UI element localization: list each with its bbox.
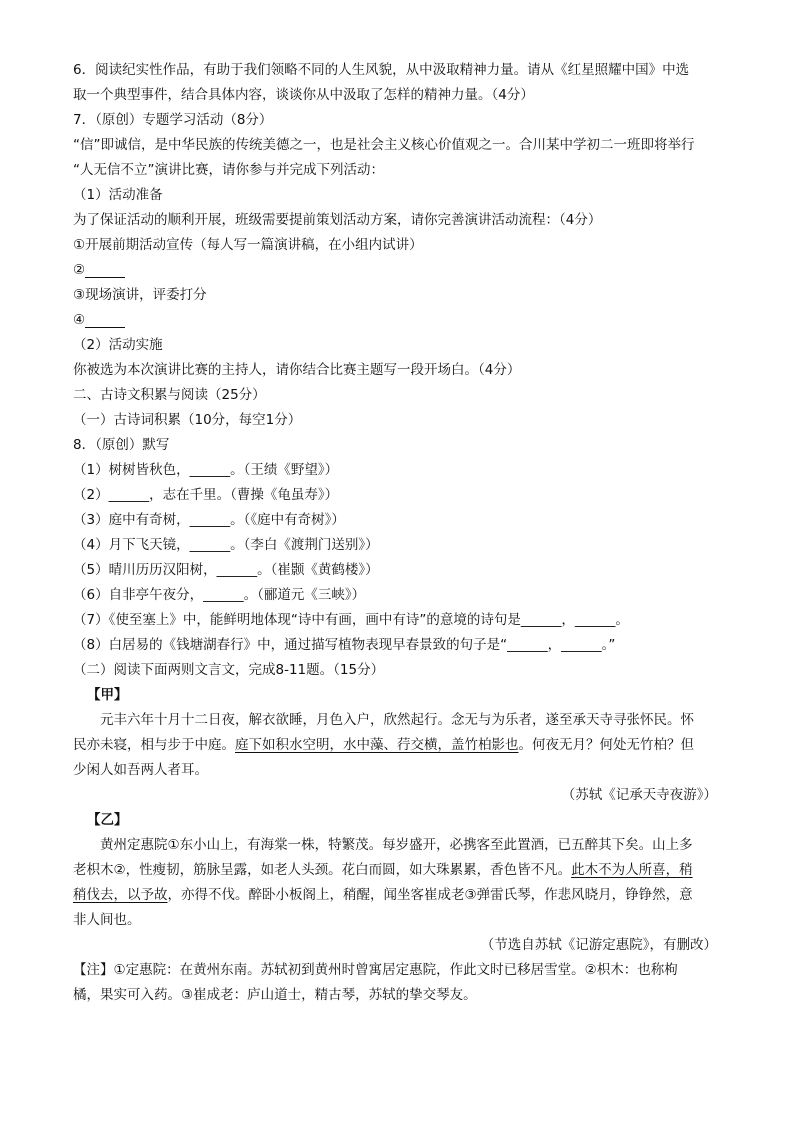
q7-sub1-desc: 为了保证活动的顺利开展，班级需要提前策划活动方案，请你完善演讲活动流程：（4分）	[73, 212, 602, 228]
text-yi-source: （节选自苏轼《记游定惠院》，有删改）	[480, 937, 717, 953]
q8-item-6: （6）自非亭午夜分，______。（郦道元《三峡》）	[73, 587, 366, 603]
q7-step4	[73, 308, 723, 333]
text-jia-line3: 少闲人如吾两人者耳。	[73, 762, 208, 778]
text-yi-underlined-1: 此木不为人所喜，稍	[571, 862, 693, 878]
text-yi-line4: 非人间也。	[73, 912, 141, 928]
text-yi-line2-a: 老枳木②，性瘦韧，筋脉呈露，如老人头颈。花白而圆，如大珠累累，香色皆不凡。	[73, 862, 572, 878]
q6-line1: 6．阅读纪实性作品，有助于我们领略不同的人生风貌，从中汲取精神力量。请从《红星照耀中国》中选	[73, 62, 690, 78]
q8-item-5: （5）晴川历历汉阳树，______。（崔颢《黄鹤楼》）	[73, 562, 379, 578]
text-yi-line3	[73, 883, 723, 908]
text-jia-source: （苏轼《记承天寺夜游》）	[561, 787, 717, 803]
q7-step2	[73, 258, 723, 283]
q7-step2-blank[interactable]	[85, 262, 125, 278]
exam-page	[73, 58, 723, 1008]
q8-item-1: （1）树树皆秋色，______。（王绩《野望》）	[73, 462, 339, 478]
section2-part2: （二）阅读下面两则文言文，完成8-11题。（15分）	[73, 662, 385, 678]
text-jia-line2-b: 。何夜无月？何处无竹柏？但	[518, 737, 694, 753]
q8-item-2: （2）______，志在千里。（曹操《龟虽寿》）	[73, 487, 339, 503]
q8-item-4: （4）月下飞天镜，______。（李白《渡荆门送别》）	[73, 537, 379, 553]
q8-item-3: （3）庭中有奇树，______。（《庭中有奇树》）	[73, 512, 345, 528]
text-yi-line3-b: ，亦得不伐。醉卧小板阁上，稍醒，闻坐客崔成老③弹雷氏琴，作悲风晓月，铮铮然，意	[167, 887, 693, 903]
q7-sub2-heading: （2）活动实施	[73, 337, 163, 353]
q8-title: 8．（原创）默写	[73, 437, 170, 453]
q7-step4-blank[interactable]	[85, 312, 125, 328]
q7-step1: ①开展前期活动宣传（每人写一篇演讲稿，在小组内试讲）	[73, 237, 423, 253]
section2-title: 二、古诗文积累与阅读（25分）	[73, 387, 266, 403]
text-yi-line1: 黄州定惠院①东小山上，有海棠一株，特繁茂。每岁盛开，必携客至此置酒，已五醉其下矣。山上多	[100, 837, 693, 853]
text-jia-underlined: 庭下如积水空明，水中藻、荇交横，盖竹柏影也	[235, 737, 519, 753]
q8-item-7: （7）《使至塞上》中，能鲜明地体现“诗中有画，画中有诗”的意境的诗句是______，______。	[73, 612, 629, 628]
q8-item-8: （8）白居易的《钱塘湖春行》中，通过描写植物表现早春景致的句子是“______，______。”	[73, 637, 616, 653]
note-line1: 【注】①定惠院：在黄州东南。苏轼初到黄州时曾寓居定惠院，作此文时已移居雪堂。②枳木：也称枸	[73, 962, 678, 978]
q7-sub1-heading: （1）活动准备	[73, 187, 163, 203]
text-yi-label: 【乙】	[87, 812, 128, 828]
q7-step2-label: ②	[73, 262, 86, 278]
text-yi-line2	[73, 858, 723, 883]
section2-part1: （一）古诗词积累（10分，每空1分）	[73, 412, 302, 428]
q6-line2: 取一个典型事件，结合具体内容，谈谈你从中汲取了怎样的精神力量。（4分）	[73, 87, 534, 103]
note-line2: 橘，果实可入药。③崔成老：庐山道士，精古琴，苏轼的挚交琴友。	[73, 987, 477, 1003]
text-jia-line2	[73, 733, 723, 758]
q7-intro-line1: “信”即诚信，是中华民族的传统美德之一，也是社会主义核心价值观之一。合川某中学初二一班即将举行	[73, 137, 695, 153]
q7-step3: ③现场演讲，评委打分	[73, 287, 207, 303]
q7-sub2-desc: 你被选为本次演讲比赛的主持人，请你结合比赛主题写一段开场白。（4分）	[73, 362, 521, 378]
text-yi-underlined-2: 稍伐去，以予故	[73, 887, 168, 903]
text-jia-line2-a: 民亦未寝，相与步于中庭。	[73, 737, 235, 753]
text-jia-label: 【甲】	[87, 687, 128, 703]
q7-intro-line2: “人无信不立”演讲比赛，请你参与并完成下列活动：	[73, 162, 384, 178]
q7-title: 7．（原创）专题学习活动（8分）	[73, 112, 273, 128]
q7-step4-label: ④	[73, 312, 86, 328]
text-jia-line1: 元丰六年十月十二日夜，解衣欲睡，月色入户，欣然起行。念无与为乐者，遂至承天寺寻张怀民。怀	[100, 712, 694, 728]
